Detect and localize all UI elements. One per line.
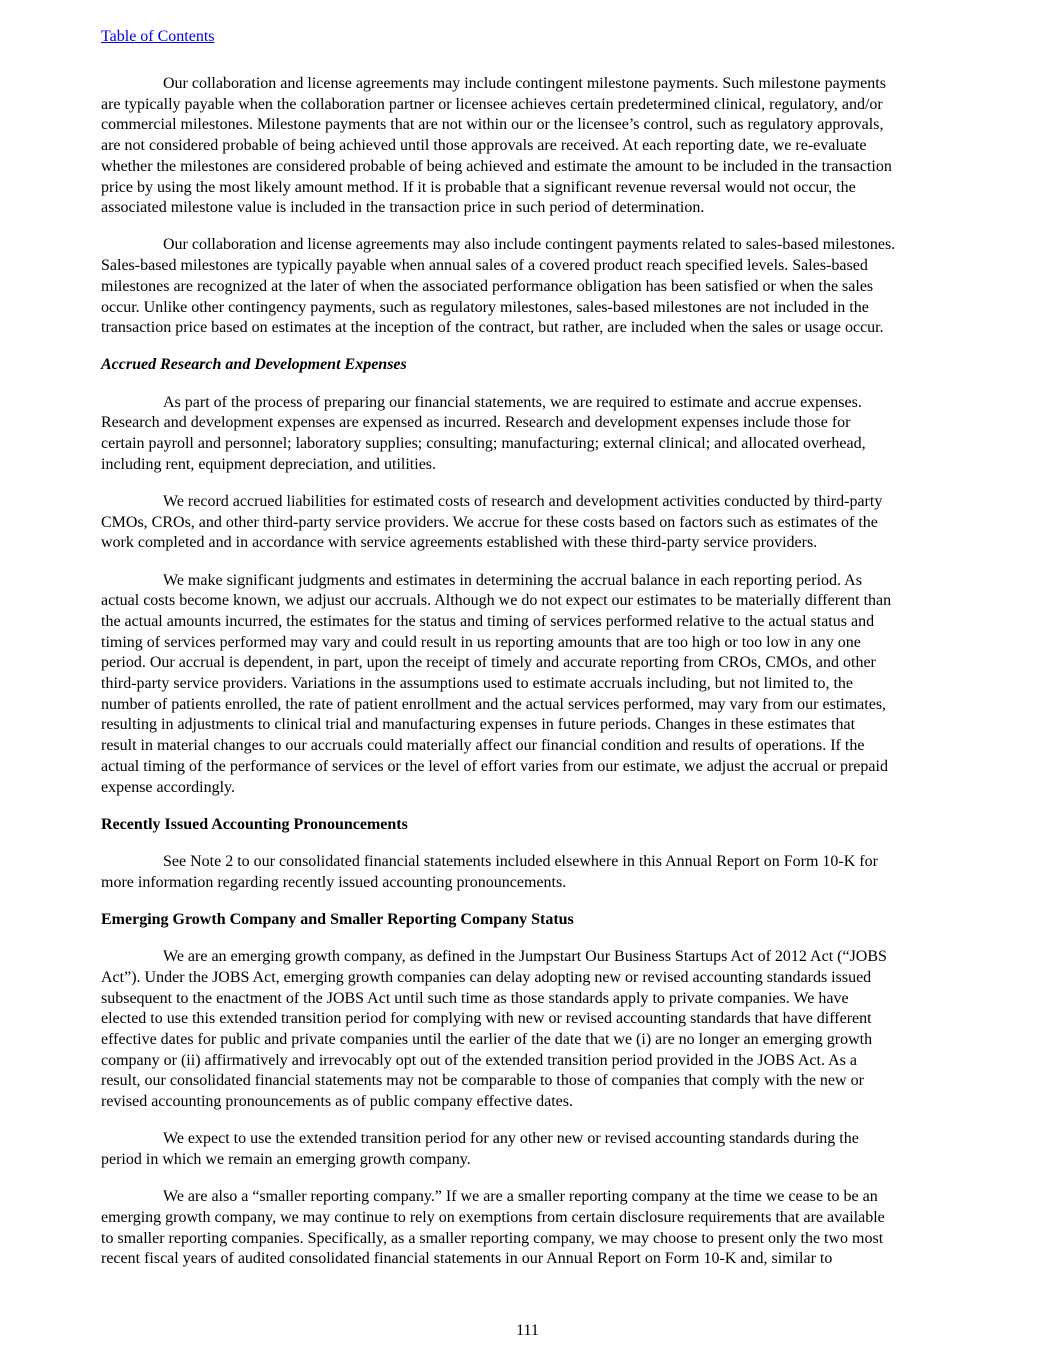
text-line: number of patients enrolled, the rate of patient enrollment and the actual services performed, may vary from our estimates, — [101, 695, 887, 713]
text-line: Our collaboration and license agreements may include contingent milestone payments. Such milestone payments — [163, 75, 886, 92]
text-line: to smaller reporting companies. Specifically, as a smaller reporting company, we may choose to present only the two most — [101, 1229, 884, 1247]
text-line: period. Our accrual is dependent, in part, upon the receipt of timely and accurate reporting from CROs, CMOs, and other — [101, 654, 876, 672]
text-line: We expect to use the extended transition period for any other new or revised accounting standards during the — [163, 1130, 859, 1148]
document-page — [101, 27, 961, 1270]
text-line: milestones are recognized at the later of when the associated performance obligation has been satisfied or when the sales — [101, 277, 874, 295]
table-of-contents-link[interactable]: Table of Contents — [101, 28, 215, 45]
text-line: actual costs become known, we adjust our accruals. Although we do not expect our estimates to be materially different than — [101, 592, 892, 610]
text-line: result in material changes to our accruals could materially affect our financial condition and results of operations. If the — [101, 737, 865, 755]
text-line: We record accrued liabilities for estimated costs of research and development activities conducted by third-party — [163, 492, 883, 510]
text-line: result, our consolidated financial statements may not be comparable to those of companies that comply with the new or — [101, 1072, 864, 1090]
text-line: effective dates for public and private companies until the earlier of the date that we (i) are no longer an emerging growth — [101, 1030, 873, 1048]
text-line: associated milestone value is included in the transaction price in such period of determination. — [101, 199, 705, 217]
text-line: emerging growth company, we may continue to rely on exemptions from certain disclosure requirements that are available — [101, 1208, 885, 1226]
text-line: occur. Unlike other contingency payments, such as regulatory milestones, sales-based milestones are not included in the — [101, 298, 869, 316]
text-line: are not considered probable of being achieved until those approvals are received. At each reporting date, we re-evaluate — [101, 137, 867, 155]
text-line: revised accounting pronouncements as of public company effective dates. — [101, 1093, 573, 1111]
text-line: Act”). Under the JOBS Act, emerging growth companies can delay adopting new or revised accounting standards issued — [101, 968, 872, 986]
text-line: certain payroll and personnel; laboratory supplies; consulting; manufacturing; external clinical; and allocated overhead, — [101, 435, 866, 453]
text-line: We are also a “smaller reporting company.” If we are a smaller reporting company at the time we cease to be an — [163, 1188, 878, 1206]
text-line: elected to use this extended transition period for complying with new or revised accounting standards that have different — [101, 1010, 872, 1028]
text-line: CMOs, CROs, and other third-party service providers. We accrue for these costs based on factors such as estimates of the — [101, 513, 878, 531]
text-line: more information regarding recently issued accounting pronouncements. — [101, 873, 567, 891]
page-number: 111 — [516, 1322, 539, 1339]
text-line: Sales-based milestones are typically payable when annual sales of a covered product reach specified levels. Sales-based — [101, 257, 868, 275]
text-line: period in which we remain an emerging growth company. — [101, 1150, 471, 1168]
section-heading: Accrued Research and Development Expenses — [101, 356, 407, 374]
section-heading: Emerging Growth Company and Smaller Reporting Company Status — [101, 910, 574, 928]
paragraph — [101, 1187, 961, 1270]
text-line: work completed and in accordance with service agreements established with these third-party service providers. — [101, 534, 818, 552]
text-line: timing of services performed may vary and could result in us reporting amounts that are too high or too low in any one — [101, 633, 861, 651]
paragraph — [101, 571, 961, 799]
paragraph — [101, 235, 961, 339]
paragraph — [101, 852, 961, 893]
text-line: Research and development expenses are expensed as incurred. Research and development expenses include those for — [101, 414, 851, 432]
text-line: We make significant judgments and estimates in determining the accrual balance in each reporting period. As — [163, 571, 862, 589]
text-line: As part of the process of preparing our financial statements, we are required to estimate and accrue expenses. — [163, 393, 862, 411]
text-line: commercial milestones. Milestone payments that are not within our or the licensee’s control, such as regulatory approvals, — [101, 116, 884, 134]
text-line: transaction price based on estimates at the inception of the contract, but rather, are included when the sales or usage occur. — [101, 319, 884, 337]
text-line: resulting in adjustments to clinical trial and manufacturing expenses in future periods. Changes in these estimates that — [101, 716, 856, 734]
text-line: recent fiscal years of audited consolidated financial statements in our Annual Report on Form 10-K and, similar to — [101, 1250, 833, 1268]
text-line: price by using the most likely amount method. If it is probable that a significant revenue reversal would not occur, the — [101, 178, 856, 196]
text-line: company or (ii) affirmatively and irrevocably opt out of the extended transition period provided in the JOBS Act. As a — [101, 1051, 857, 1069]
paragraph — [101, 1129, 961, 1170]
text-line: actual timing of the performance of services or the level of effort varies from our estimate, we adjust the accrual or prepaid — [101, 757, 888, 775]
paragraph — [101, 492, 961, 554]
text-line: whether the milestones are considered probable of being achieved and estimate the amount to be included in the transaction — [101, 157, 892, 175]
paragraph — [101, 393, 961, 476]
text-line: subsequent to the enactment of the JOBS Act until such time as those standards apply to private companies. We have — [101, 989, 849, 1007]
text-line: are typically payable when the collaboration partner or licensee achieves certain predetermined clinical, regulatory, and/or — [101, 95, 883, 113]
paragraph — [101, 74, 961, 219]
text-line: Our collaboration and license agreements may also include contingent payments related to sales-based milestones. — [163, 236, 896, 254]
text-line: third-party service providers. Variations in the assumptions used to estimate accruals including, but not limited to, the — [101, 675, 853, 693]
paragraph — [101, 947, 961, 1113]
text-line: expense accordingly. — [101, 778, 236, 796]
text-line: See Note 2 to our consolidated financial statements included elsewhere in this Annual Report on Form 10-K for — [163, 853, 878, 870]
text-line: We are an emerging growth company, as defined in the Jumpstart Our Business Startups Act of 2012 Act (“JOBS — [163, 948, 887, 966]
text-line: the actual amounts incurred, the estimates for the status and timing of services performed relative to the actual status and — [101, 612, 875, 630]
text-line: including rent, equipment depreciation, and utilities. — [101, 455, 437, 473]
section-heading: Recently Issued Accounting Pronouncements — [101, 815, 408, 833]
